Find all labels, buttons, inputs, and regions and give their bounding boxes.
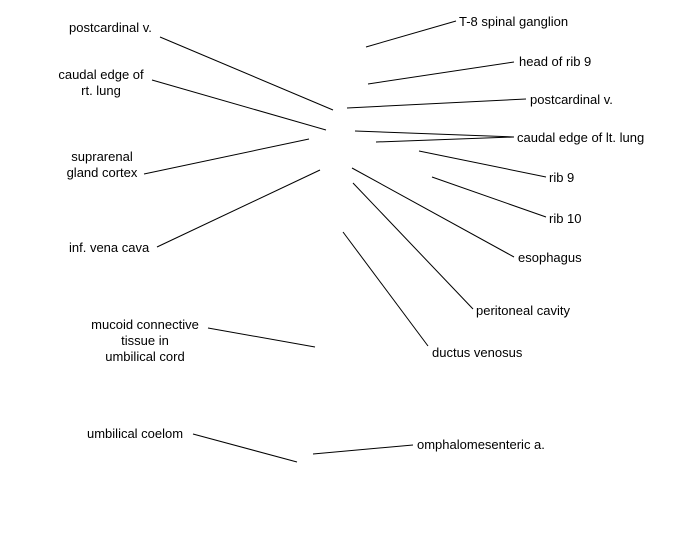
leader-mucoid-connective-tissue — [208, 328, 315, 347]
label-peritoneal-cavity: peritoneal cavity — [476, 303, 570, 318]
leader-rib-10 — [432, 177, 546, 217]
label-rib-10: rib 10 — [549, 211, 582, 226]
label-inf-vena-cava: inf. vena cava — [69, 240, 150, 255]
leader-postcardinal-v-left — [160, 37, 333, 110]
label-caudal-edge-lt-lung: caudal edge of lt. lung — [517, 130, 645, 145]
leader-rib-9 — [419, 151, 546, 177]
leader-suprarenal-gland-cortex — [144, 139, 309, 174]
leader-ductus-venosus — [343, 232, 428, 346]
label-umbilical-coelom: umbilical coelom — [87, 426, 184, 441]
label-omphalomesenteric-a: omphalomesenteric a. — [417, 437, 545, 452]
leader-t8-spinal-ganglion — [366, 21, 456, 47]
leader-omphalomesenteric-a — [313, 445, 413, 454]
leader-caudal-edge-lt-lung-b — [376, 137, 514, 142]
label-head-of-rib-9: head of rib 9 — [519, 54, 592, 69]
label-suprarenal-gland-cortex: suprarenal gland cortex — [66, 149, 138, 180]
leader-inf-vena-cava — [157, 170, 320, 247]
leader-umbilical-coelom — [193, 434, 297, 462]
label-rib-9: rib 9 — [549, 170, 575, 185]
leader-head-of-rib-9 — [368, 62, 514, 84]
label-caudal-edge-rt-lung: caudal edge of rt. lung — [58, 67, 144, 98]
label-postcardinal-v-left: postcardinal v. — [69, 20, 152, 35]
leader-caudal-edge-lt-lung-a — [355, 131, 514, 137]
leader-esophagus — [352, 168, 514, 257]
label-t8-spinal-ganglion: T-8 spinal ganglion — [459, 14, 569, 29]
label-ductus-venosus: ductus venosus — [432, 345, 523, 360]
leader-caudal-edge-rt-lung — [152, 80, 326, 130]
label-esophagus: esophagus — [518, 250, 582, 265]
leader-postcardinal-v-right — [347, 99, 526, 108]
label-mucoid-connective-tissue: mucoid connective tissue in umbilical cord — [91, 317, 199, 364]
label-postcardinal-v-right: postcardinal v. — [530, 92, 613, 107]
